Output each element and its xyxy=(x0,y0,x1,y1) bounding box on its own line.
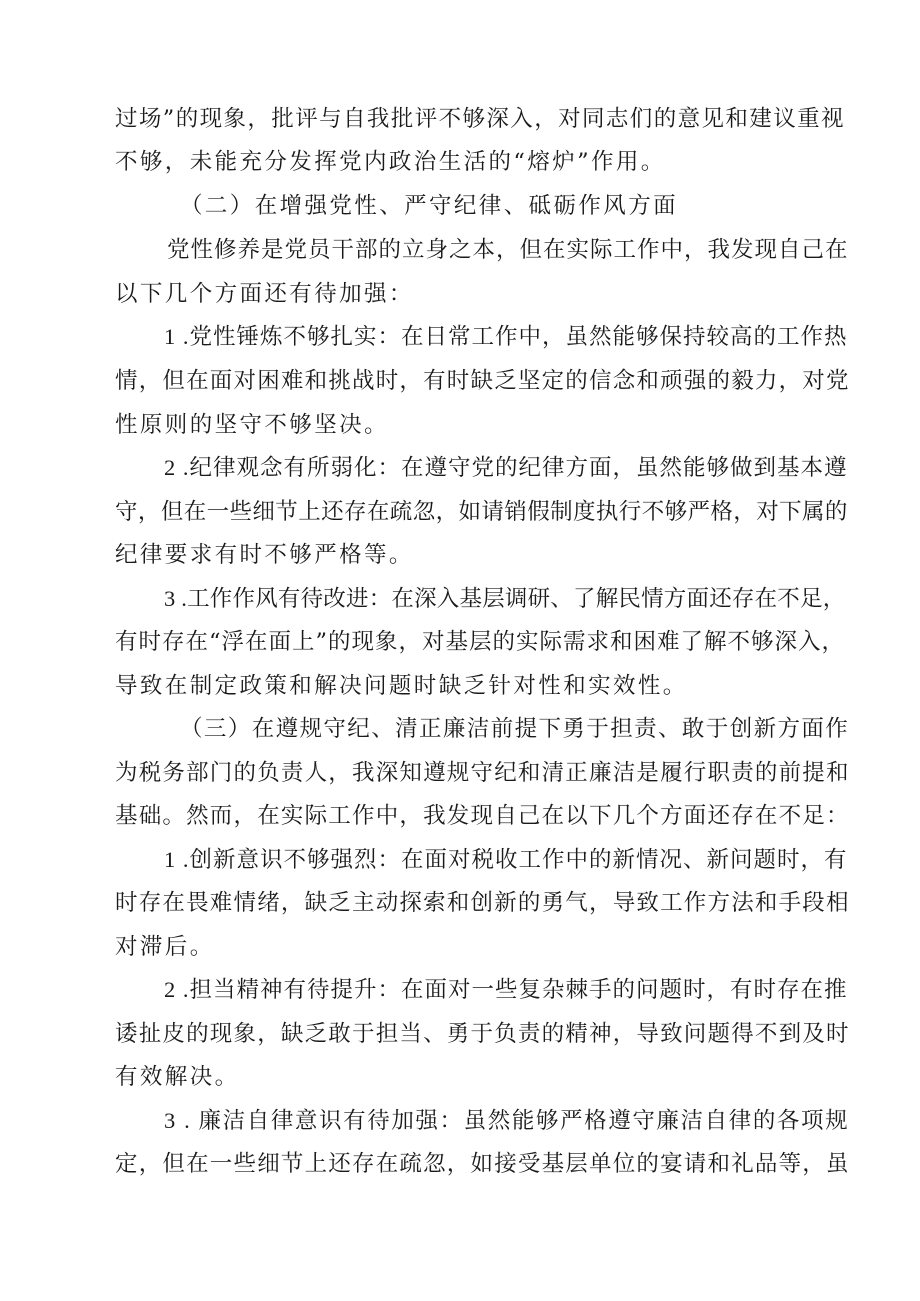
text-line: 有时存在“浮在面上”的现象，对基层的实际需求和困难了解不够深入， xyxy=(115,629,846,655)
text-line: 不够，未能充分发挥党内政治生活的“熔炉”作用。 xyxy=(115,149,666,175)
text-line: 基础。然而，在实际工作中，我发现自己在以下几个方面还存在不足： xyxy=(115,803,850,829)
text-line: 时存在畏难情绪，缺乏主动探索和创新的勇气，导致工作方法和手段相 xyxy=(115,890,850,916)
text-line: 导致在制定政策和解决问题时缺乏针对性和实效性。 xyxy=(115,673,688,699)
text-line: 有效解决。 xyxy=(115,1064,240,1090)
text-line: 定，但在一些细节上还存在疏忽，如接受基层单位的宴请和礼品等，虽 xyxy=(115,1151,850,1177)
text-line: 纪律要求有时不够严格等。 xyxy=(115,542,414,568)
list-item-line: 2 .担当精神有待提升：在面对一些复杂棘手的问题时，有时存在推 xyxy=(164,977,848,1002)
section-heading: （二）在增强党性、严守纪律、砥砺作风方面 xyxy=(180,193,679,219)
text-line: 守，但在一些细节上还存在疏忽，如请销假制度执行不够严格，对下属的 xyxy=(115,499,848,525)
list-item-line: 3 .工作作风有待改进：在深入基层调研、了解民情方面还存在不足， xyxy=(164,586,846,611)
text-line: 为税务部门的负责人，我深知遵规守纪和清正廉洁是履行职责的前提和 xyxy=(115,760,850,786)
text-line: 对滞后。 xyxy=(115,934,215,960)
text-line: 情，但在面对困难和挑战时，有时缺乏坚定的信念和顽强的毅力，对党 xyxy=(115,368,850,394)
list-item-line: 1 .党性锤炼不够扎实：在日常工作中，虽然能够保持较高的工作热 xyxy=(164,324,848,349)
text-line: 以下几个方面还有待加强： xyxy=(115,281,414,307)
list-item-line: 3 . 廉洁自律意识有待加强：虽然能够严格遵守廉洁自律的各项规 xyxy=(164,1108,850,1133)
text-line: 过场”的现象，批评与自我批评不够深入，对同志们的意见和建议重视 xyxy=(115,106,845,132)
text-line: 诿扯皮的现象，缺乏敢于担当、勇于负责的精神，导致问题得不到及时 xyxy=(115,1021,850,1047)
text-line: 党性修养是党员干部的立身之本，但在实际工作中，我发现自己在 xyxy=(167,237,849,263)
list-item-line: 2 .纪律观念有所弱化：在遵守党的纪律方面，虽然能够做到基本遵 xyxy=(164,455,848,480)
list-item-line: 1 .创新意识不够强烈：在面对税收工作中的新情况、新问题时，有 xyxy=(164,847,848,872)
section-heading: （三）在遵规守纪、清正廉洁前提下勇于担责、敢于创新方面作 xyxy=(180,716,850,742)
text-line: 性原则的坚守不够坚决。 xyxy=(115,412,389,438)
